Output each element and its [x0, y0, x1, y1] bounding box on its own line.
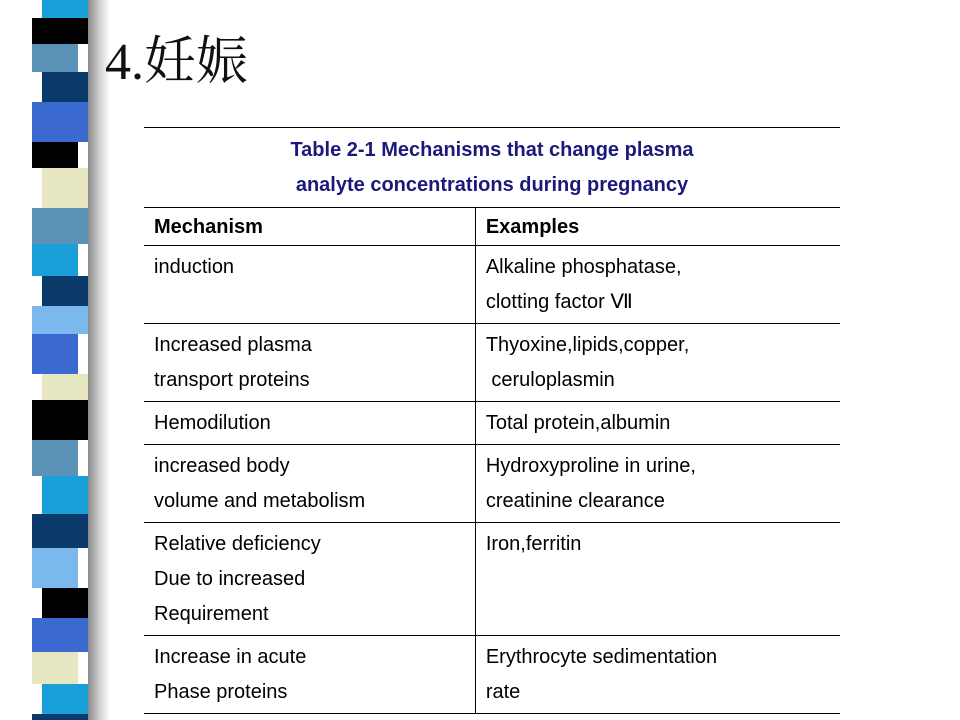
- mechanism-cell-line: Hemodilution: [154, 412, 271, 434]
- mechanism-cell-line: Phase proteins: [154, 681, 288, 703]
- table-row: [144, 636, 840, 714]
- header-examples: Examples: [475, 208, 840, 246]
- examples-cell-line: Total protein,albumin: [485, 412, 671, 434]
- strip-block: [42, 276, 88, 306]
- examples-cell-line: Thyoxine,lipids,copper,: [485, 334, 690, 356]
- strip-block: [32, 652, 78, 684]
- table-row: [144, 445, 840, 523]
- examples-cell: [475, 402, 840, 445]
- strip-block: [32, 618, 88, 652]
- table-header-row: [144, 208, 840, 246]
- table-caption-row: [144, 128, 840, 208]
- mechanism-cell: [144, 523, 475, 636]
- mechanism-cell-line: volume and metabolism: [154, 490, 366, 512]
- table-row: [144, 523, 840, 636]
- strip-block: [32, 102, 88, 142]
- strip-block: [32, 244, 78, 276]
- decorative-left-strip: [32, 0, 88, 720]
- strip-block: [42, 374, 88, 400]
- examples-cell-line: Iron,ferritin: [485, 533, 582, 555]
- strip-block: [32, 306, 88, 334]
- examples-cell-line: Alkaline phosphatase,: [485, 256, 682, 278]
- mechanism-cell: [144, 636, 475, 714]
- examples-cell-line: Hydroxyproline in urine,: [485, 455, 696, 477]
- strip-block: [32, 44, 78, 72]
- strip-block: [42, 168, 88, 208]
- strip-block: [32, 142, 78, 168]
- slide-title: 4.妊娠: [105, 34, 249, 91]
- mechanism-cell: [144, 246, 475, 324]
- strip-block: [42, 476, 88, 514]
- mechanism-cell-line: Relative deficiency: [154, 533, 321, 555]
- examples-cell-line: Erythrocyte sedimentation: [485, 646, 718, 668]
- table-row: [144, 324, 840, 402]
- strip-block: [42, 588, 88, 618]
- table-row: [144, 246, 840, 324]
- strip-block: [42, 684, 88, 714]
- strip-block: [42, 72, 88, 102]
- examples-cell-line: ceruloplasmin: [485, 369, 615, 391]
- strip-block: [42, 0, 88, 18]
- table-caption: [144, 128, 840, 208]
- mechanism-cell-line: Requirement: [154, 603, 269, 625]
- strip-block: [32, 400, 88, 440]
- header-mechanism: Mechanism: [144, 208, 475, 246]
- mechanism-cell: [144, 324, 475, 402]
- strip-block: [32, 18, 88, 44]
- examples-cell: [475, 523, 840, 636]
- strip-block: [32, 208, 88, 244]
- examples-cell: [475, 246, 840, 324]
- mechanism-cell-line: Increase in acute: [154, 646, 307, 668]
- examples-cell-line: creatinine clearance: [485, 490, 665, 512]
- mechanism-cell-line: Due to increased: [154, 568, 306, 590]
- mechanism-cell: [144, 445, 475, 523]
- table-row: [144, 402, 840, 445]
- table-caption-line: Table 2-1 Mechanisms that change plasma: [290, 139, 694, 161]
- examples-cell: [475, 636, 840, 714]
- mechanism-cell: [144, 402, 475, 445]
- table-caption-line: analyte concentrations during pregnancy: [295, 174, 689, 196]
- strip-block: [32, 334, 78, 374]
- examples-cell-line: clotting factor Ⅶ: [485, 291, 633, 313]
- mechanism-cell-line: induction: [154, 256, 235, 278]
- decorative-strip-shadow: [88, 0, 110, 720]
- strip-block: [32, 440, 78, 476]
- examples-cell: [475, 324, 840, 402]
- strip-block: [32, 514, 88, 548]
- mechanism-cell-line: transport proteins: [154, 369, 310, 391]
- mechanisms-table: [144, 127, 840, 714]
- strip-block: [32, 548, 78, 588]
- examples-cell-line: rate: [485, 681, 521, 703]
- mechanism-cell-line: Increased plasma: [154, 334, 312, 356]
- strip-block: [32, 714, 88, 720]
- mechanism-cell-line: increased body: [154, 455, 290, 477]
- examples-cell: [475, 445, 840, 523]
